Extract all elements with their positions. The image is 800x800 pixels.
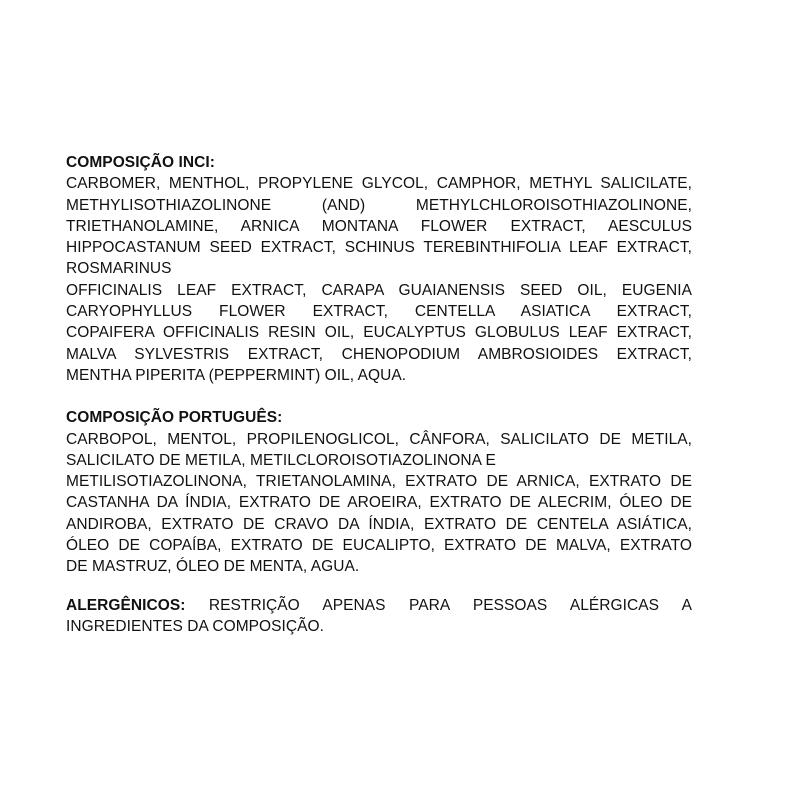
inci-line: OFFICINALIS LEAF EXTRACT, CARAPA GUAIANENSIS SEED OIL, EUGENIA	[66, 281, 692, 299]
portugues-line: SALICILATO DE METILA, METILCLOROISOTIAZOLINONA E	[66, 451, 496, 469]
alergenicos-first-line	[66, 595, 692, 616]
portugues-line: CARBOPOL, MENTOL, PROPILENOGLICOL, CÂNFORA, SALICILATO DE METILA,	[66, 430, 692, 448]
inci-line: TRIETHANOLAMINE, ARNICA MONTANA FLOWER EXTRACT, AESCULUS	[66, 217, 692, 235]
alergenicos-section	[66, 595, 692, 638]
inci-line: CARYOPHYLLUS FLOWER EXTRACT, CENTELLA ASIATICA EXTRACT,	[66, 303, 692, 321]
inci-line: METHYLISOTHIAZOLINONE (AND) METHYLCHLOROISOTHIAZOLINONE,	[66, 196, 692, 214]
portugues-line: ANDIROBA, EXTRATO DE CRAVO DA ÍNDIA, EXTRATO DE CENTELA ASIÁTICA,	[66, 515, 692, 533]
inci-line: COPAIFERA OFFICINALIS RESIN OIL, EUCALYPTUS GLOBULUS LEAF EXTRACT,	[66, 324, 692, 342]
ingredients-document	[66, 152, 692, 637]
portugues-line: METILISOTIAZOLINONA, TRIETANOLAMINA, EXTRATO DE ARNICA, EXTRATO DE	[66, 473, 692, 491]
inci-line: CARBOMER, MENTHOL, PROPYLENE GLYCOL, CAMPHOR, METHYL SALICILATE,	[66, 175, 692, 193]
alergenicos-line: INGREDIENTES DA COMPOSIÇÃO.	[66, 617, 325, 635]
inci-heading: COMPOSIÇÃO INCI:	[66, 154, 215, 171]
inci-line: MALVA SYLVESTRIS EXTRACT, CHENOPODIUM AMBROSIOIDES EXTRACT,	[66, 345, 692, 363]
inci-section	[66, 152, 692, 386]
portugues-line: DE MASTRUZ, ÓLEO DE MENTA, AGUA.	[66, 558, 360, 576]
alergenicos-text: RESTRIÇÃO APENAS PARA PESSOAS ALÉRGICAS A	[208, 596, 693, 614]
portugues-line: ÓLEO DE COPAÍBA, EXTRATO DE EUCALIPTO, EXTRATO DE MALVA, EXTRATO	[66, 537, 692, 555]
portugues-section	[66, 407, 692, 577]
portugues-line: CASTANHA DA ÍNDIA, EXTRATO DE AROEIRA, EXTRATO DE ALECRIM, ÓLEO DE	[66, 494, 692, 512]
inci-line: ROSMARINUS	[66, 260, 172, 278]
alergenicos-heading: ALERGÊNICOS:	[66, 596, 186, 614]
inci-line: HIPPOCASTANUM SEED EXTRACT, SCHINUS TEREBINTHIFOLIA LEAF EXTRACT,	[66, 239, 692, 257]
inci-line: MENTHA PIPERITA (PEPPERMINT) OIL, AQUA.	[66, 366, 407, 384]
portugues-heading: COMPOSIÇÃO PORTUGUÊS:	[66, 409, 283, 427]
